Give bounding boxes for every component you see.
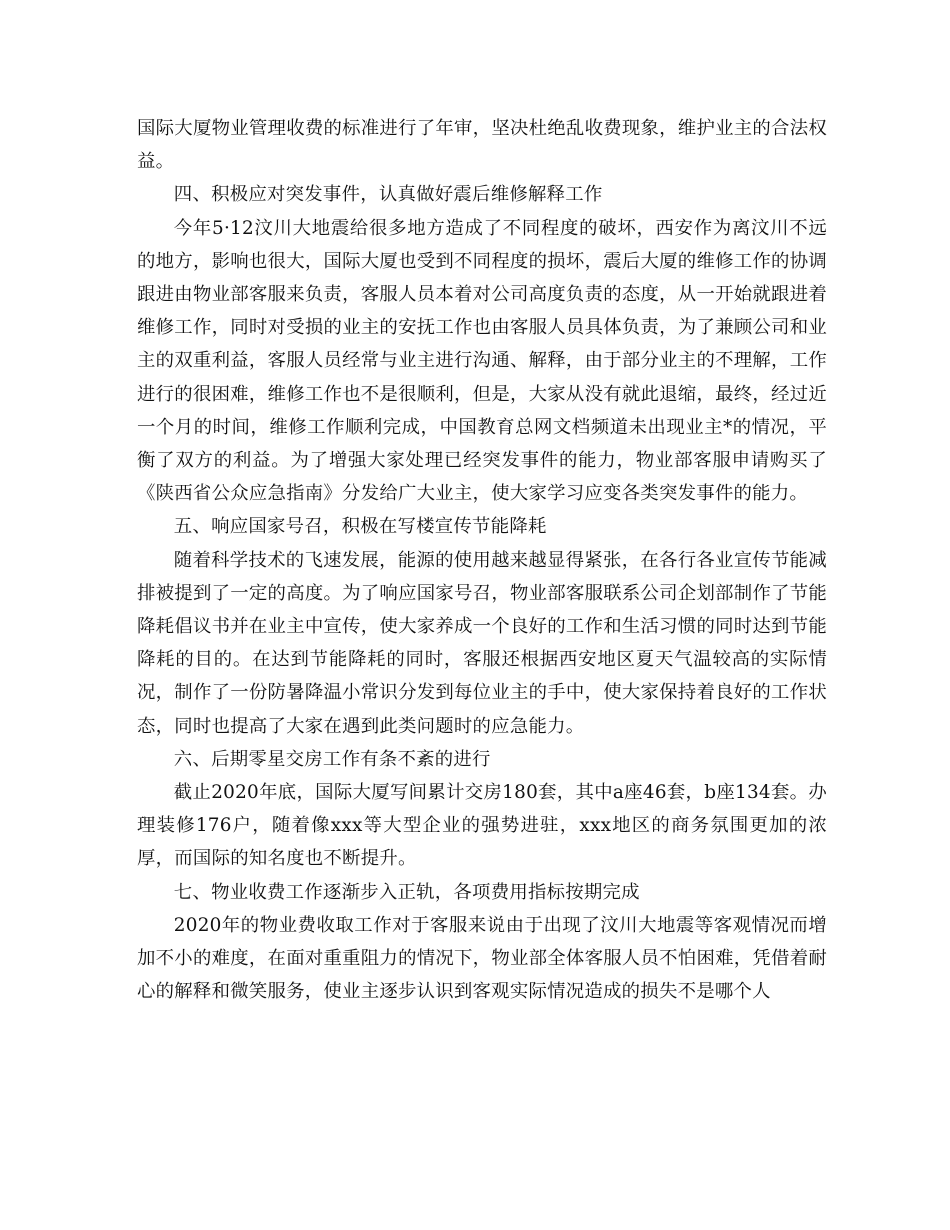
section-heading: 七、物业收费工作逐渐步入正轨，各项费用指标按期完成 [173, 881, 640, 903]
section-heading: 六、后期零星交房工作有条不紊的进行 [173, 748, 491, 770]
body-paragraph: 国际大厦物业管理收费的标准进行了年审，坚决杜绝乱收费现象，维护业主的合法权益。 [137, 118, 827, 173]
body-paragraph: 今年5·12汶川大地震给很多地方造成了不同程度的破坏，西安作为离汶川不远的地方，影响也很大，国际大厦也受到不同程度的损坏，震后大厦的维修工作的协调跟进由物业部客服来负责，客服人员本着对公司高度负责的态度，从一开始就跟进着维修工作，同时对受损的业主的安抚工作也由客服人员具体负责，为了兼顾公司和业主的双重利益，客服人员经常与业主进行沟通、解释，由于部分业主的不理解，工作进行的很困难，维修工作也不是很顺利，但是，大家从没有就此退缩，最终，经过近一个月的时间，维修工作顺利完成，中国教育总网文档频道未出现业主*的情况，平衡了双方的利益。为了增强大家处理已经突发事件的能力，物业部客服申请购买了《陕西省公众应急指南》分发给广大业主，使大家学习应变各类突发事件的能力。 [137, 217, 827, 505]
document-body [137, 112, 827, 1008]
section-heading: 四、积极应对突发事件，认真做好震后维修解释工作 [173, 184, 603, 206]
body-paragraph: 截止2020年底，国际大厦写间累计交房180套，其中a座46套，b座134套。办理装修176户，随着像xxx等大型企业的强势进驻，xxx地区的商务氛围更加的浓厚，而国际的知名度也不断提升。 [137, 782, 827, 870]
body-paragraph: 2020年的物业费收取工作对于客服来说由于出现了汶川大地震等客观情况而增加不小的难度，在面对重重阻力的情况下，物业部全体客服人员不怕困难，凭借着耐心的解释和微笑服务，使业主逐步认识到客观实际情况造成的损失不是哪个人 [137, 914, 827, 1003]
body-paragraph: 随着科学技术的飞速发展，能源的使用越来越显得紧张，在各行各业宣传节能减排被提到了一定的高度。为了响应国家号召，物业部客服联系公司企划部制作了节能降耗倡议书并在业主中宣传，使大家养成一个良好的工作和生活习惯的同时达到节能降耗的目的。在达到节能降耗的同时，客服还根据西安地区夏天气温较高的实际情况，制作了一份防暑降温小常识分发到每位业主的手中，使大家保持着良好的工作状态，同时也提高了大家在遇到此类问题时的应急能力。 [137, 549, 827, 737]
section-heading: 五、响应国家号召，积极在写楼宣传节能降耗 [173, 516, 547, 538]
